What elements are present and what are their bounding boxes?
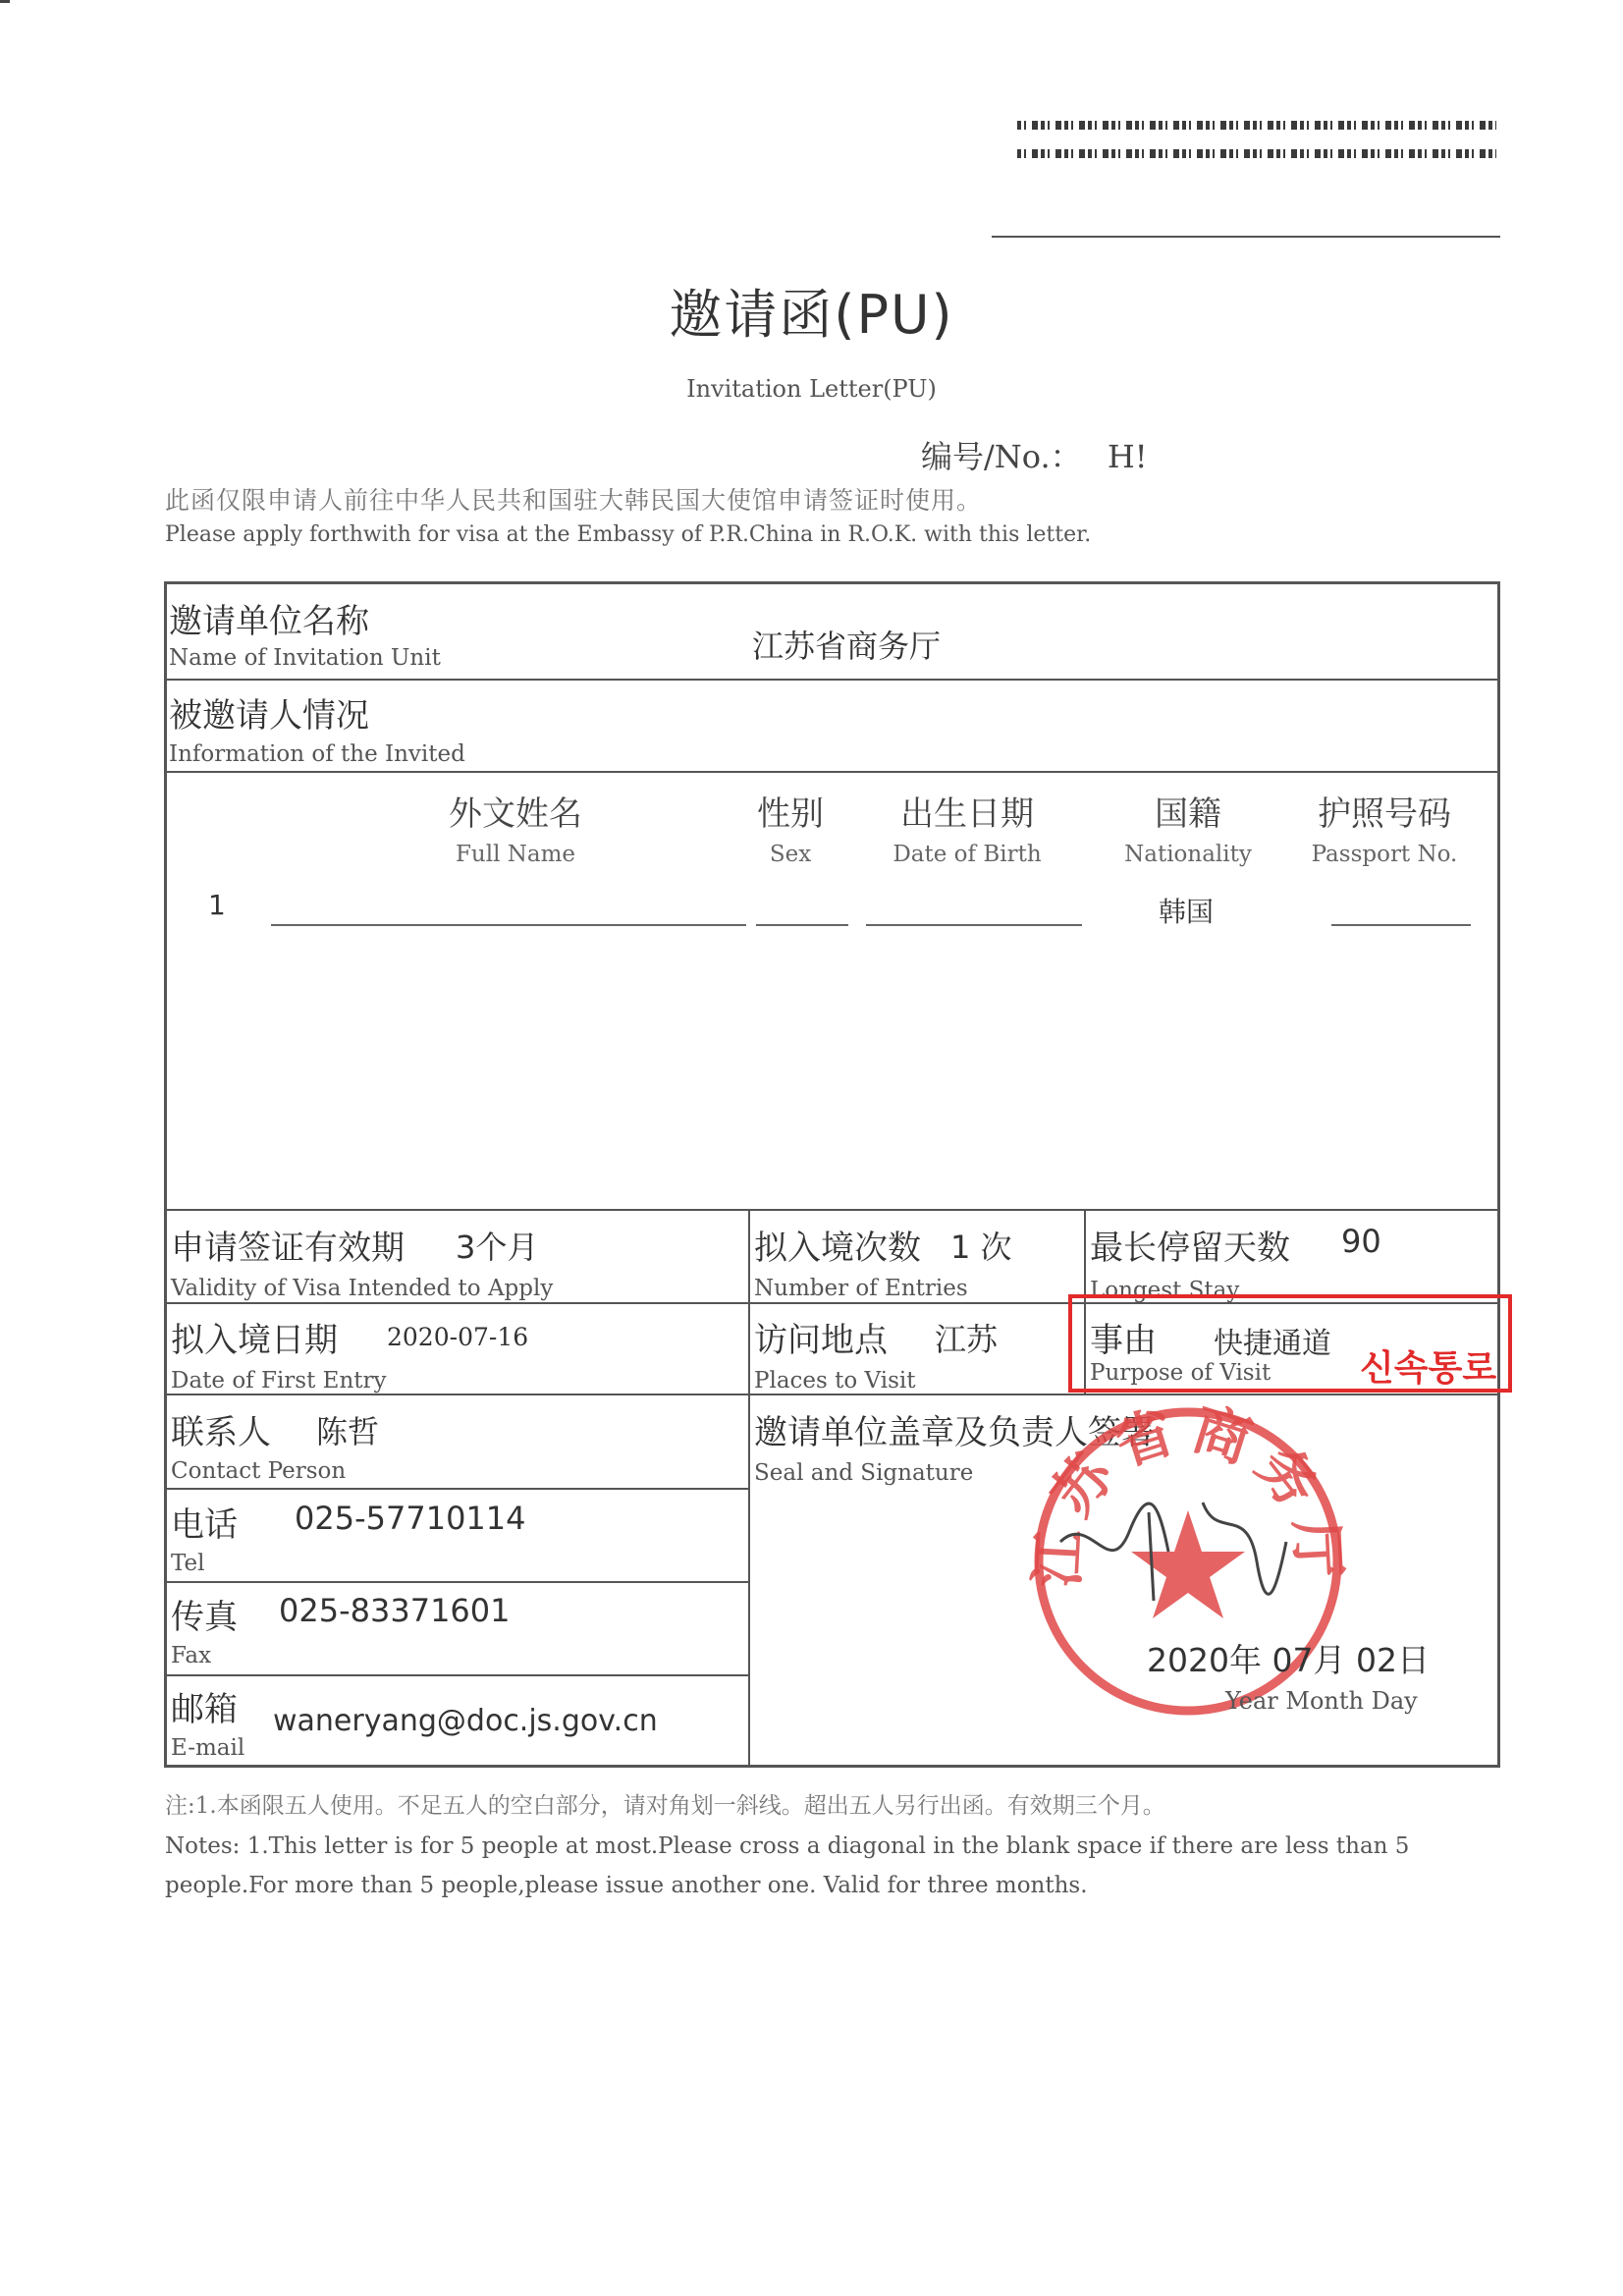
col-header-sex-en: Sex [769, 842, 812, 867]
col-header-nationality-en: Nationality [1124, 842, 1252, 867]
entries-label-cn: 拟入境次数 [754, 1229, 921, 1268]
purpose-label-cn: 事由 [1090, 1321, 1157, 1360]
places-label-cn: 访问地点 [754, 1321, 888, 1360]
notes-english: Notes: 1.This letter is for 5 people at most.Please cross a diagonal in the blank space if there are less than 5 people.For more than 5 people,please issue another one. Valid for three months. [165, 1833, 1410, 1898]
invited-label-en: Information of the Invited [169, 741, 465, 767]
invited-label-cn: 被邀请人情况 [169, 696, 369, 736]
email-label-en: E-mail [171, 1735, 245, 1761]
document-title: 邀请函(PU) [669, 284, 954, 346]
col-header-passport-en: Passport No. [1311, 842, 1458, 867]
seal-label-en: Seal and Signature [754, 1460, 974, 1486]
col-header-dob-cn: 出生日期 [900, 794, 1034, 834]
contact-person-value: 陈哲 [316, 1413, 380, 1450]
validity-label-en: Validity of Visa Intended to Apply [171, 1276, 554, 1301]
fax-label-en: Fax [171, 1643, 212, 1668]
document-number [921, 432, 1148, 477]
nationality-value: 韩国 [1159, 896, 1215, 928]
col-header-nationality-cn: 国籍 [1155, 794, 1221, 834]
seal-label-cn: 邀请单位盖章及负责人签署 [754, 1413, 1155, 1452]
intro-english: Please apply forthwith for visa at the Embassy of P.R.China in R.O.K. with this letter. [165, 522, 1092, 547]
korean-annotation: 신속통로 [1360, 1348, 1497, 1389]
header-rule [992, 236, 1500, 238]
tel-label-en: Tel [171, 1551, 205, 1576]
invitation-unit-label-cn: 邀请单位名称 [169, 602, 369, 641]
col-header-fullname-cn: 外文姓名 [449, 794, 582, 834]
doc-no-value: H! [1107, 438, 1148, 475]
col-header-fullname-en: Full Name [455, 842, 576, 867]
entries-label-en: Number of Entries [754, 1276, 968, 1301]
col-header-sex-cn: 性别 [757, 794, 824, 834]
places-label-en: Places to Visit [754, 1368, 916, 1394]
validity-label-cn: 申请签证有效期 [171, 1229, 405, 1268]
tel-value: 025-57710114 [295, 1500, 526, 1537]
invited-row-index: 1 [208, 889, 226, 921]
passport-redacted [1331, 924, 1471, 926]
first-entry-label-en: Date of First Entry [171, 1368, 387, 1394]
fax-label-cn: 传真 [171, 1598, 238, 1637]
page-edge-mark [0, 0, 10, 3]
invitation-unit-value: 江苏省商务厅 [752, 628, 942, 665]
barcode-strip-top [1017, 121, 1496, 130]
first-entry-value: 2020-07-16 [387, 1323, 529, 1351]
tel-label-cn: 电话 [171, 1505, 238, 1545]
col-header-passport-cn: 护照号码 [1318, 794, 1451, 834]
contact-person-label-cn: 联系人 [171, 1413, 271, 1452]
col-header-dob-en: Date of Birth [893, 842, 1042, 867]
purpose-label-en: Purpose of Visit [1090, 1360, 1271, 1386]
dob-redacted [866, 924, 1082, 926]
fax-value: 025-83371601 [279, 1592, 511, 1629]
stay-label-en: Longest Stay [1090, 1278, 1240, 1303]
first-entry-label-cn: 拟入境日期 [171, 1321, 338, 1360]
contact-person-label-en: Contact Person [171, 1458, 347, 1484]
stay-value: 90 [1341, 1223, 1381, 1260]
doc-no-label: 编号/No.： [921, 438, 1082, 475]
stay-label-cn: 最长停留天数 [1090, 1229, 1290, 1268]
seal-stamp-text: 江苏省商务厅 [1023, 1394, 1353, 1589]
invitation-unit-label-en: Name of Invitation Unit [169, 645, 441, 671]
email-value: waneryang@doc.js.gov.cn [273, 1704, 658, 1738]
notes-chinese: 注:1.本函限五人使用。不足五人的空白部分，请对角划一斜线。超出五人另行出函。有效期三个月。 [165, 1793, 1165, 1819]
email-label-cn: 邮箱 [171, 1690, 238, 1729]
sex-redacted [756, 924, 848, 926]
document-subtitle: Invitation Letter(PU) [686, 375, 937, 403]
signature-date: 2020年 07月 02日 [1147, 1641, 1430, 1679]
purpose-value: 快捷通道 [1214, 1327, 1331, 1361]
validity-value: 3个月 [456, 1229, 539, 1266]
fullname-redacted [271, 924, 746, 926]
entries-value: 1 次 [950, 1229, 1012, 1266]
intro-chinese: 此函仅限申请人前往中华人民共和国驻大韩民国大使馆申请签证时使用。 [165, 486, 983, 515]
signature-date-en: Year Month Day [1225, 1687, 1418, 1715]
places-value: 江苏 [935, 1321, 999, 1358]
barcode-strip-bottom [1017, 149, 1496, 158]
